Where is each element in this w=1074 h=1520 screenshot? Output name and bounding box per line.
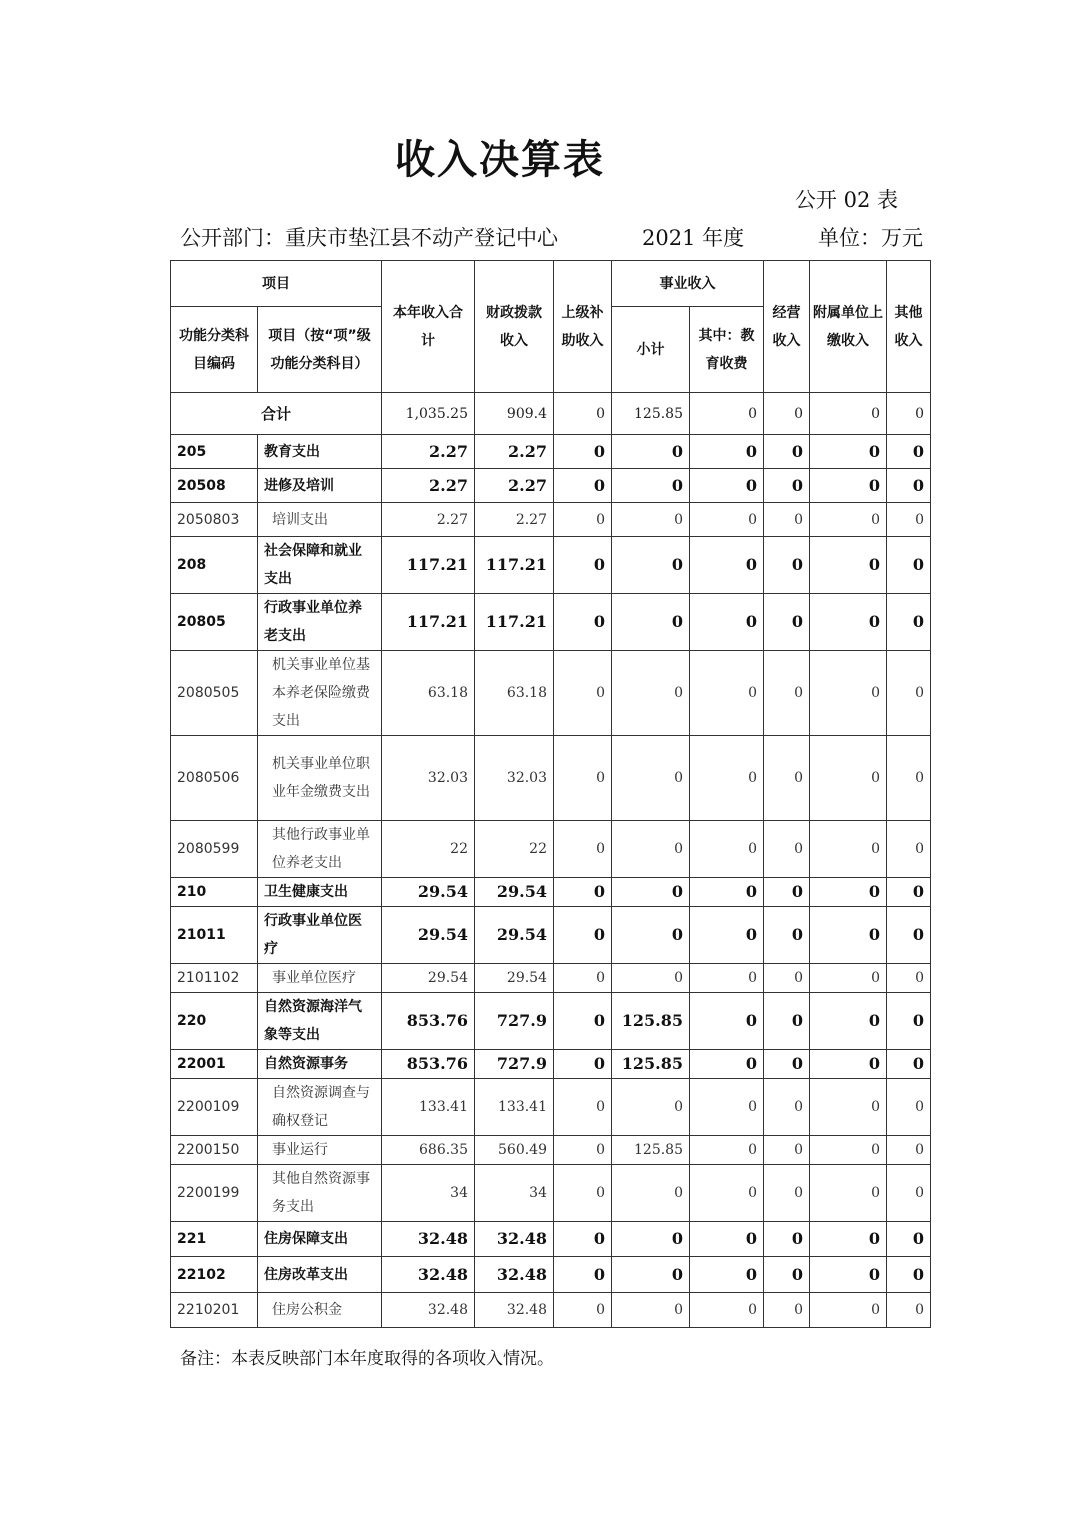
- row-value: 0: [887, 907, 931, 964]
- row-value: 0: [810, 1257, 887, 1293]
- page-title: 收入决算表: [395, 136, 605, 183]
- total-label: 合计: [171, 393, 382, 435]
- header-operation: 经营收入: [764, 261, 810, 393]
- row-value: 0: [810, 878, 887, 907]
- row-code: 21011: [171, 907, 258, 964]
- row-value: 117.21: [475, 537, 554, 594]
- row-name: 培训支出: [258, 503, 382, 537]
- row-value: 0: [810, 1222, 887, 1257]
- fiscal-year: 2021 年度: [642, 226, 745, 250]
- row-code: 2050803: [171, 503, 258, 537]
- row-value: 0: [810, 651, 887, 736]
- table-row: [171, 1136, 931, 1165]
- table-row: [171, 1050, 931, 1079]
- row-value: 0: [810, 1165, 887, 1222]
- row-value: 0: [690, 503, 764, 537]
- row-value: 0: [764, 1165, 810, 1222]
- row-name: 自然资源事务: [258, 1050, 382, 1079]
- row-value: 29.54: [382, 964, 475, 993]
- total-cell: 0: [810, 393, 887, 435]
- row-value: 2.27: [475, 503, 554, 537]
- row-value: 727.9: [475, 1050, 554, 1079]
- row-value: 0: [690, 651, 764, 736]
- header-affiliated: 附属单位上缴收入: [810, 261, 887, 393]
- row-value: 0: [887, 1136, 931, 1165]
- row-name: 卫生健康支出: [258, 878, 382, 907]
- row-value: 0: [690, 1165, 764, 1222]
- table-row: [171, 964, 931, 993]
- row-value: 0: [887, 964, 931, 993]
- row-value: 29.54: [475, 878, 554, 907]
- header-total: 本年收入合计: [382, 261, 475, 393]
- row-value: 117.21: [475, 594, 554, 651]
- row-value: 0: [690, 1079, 764, 1136]
- row-name: 自然资源海洋气象等支出: [258, 993, 382, 1050]
- row-code: 208: [171, 537, 258, 594]
- table-row: [171, 821, 931, 878]
- total-cell: 0: [887, 393, 931, 435]
- row-code: 2080505: [171, 651, 258, 736]
- row-value: 0: [764, 1293, 810, 1328]
- row-value: 2.27: [382, 469, 475, 503]
- row-value: 0: [764, 1136, 810, 1165]
- row-value: 686.35: [382, 1136, 475, 1165]
- row-value: 0: [810, 1293, 887, 1328]
- table-row: [171, 1222, 931, 1257]
- row-value: 0: [887, 503, 931, 537]
- row-value: 0: [764, 594, 810, 651]
- row-name: 住房公积金: [258, 1293, 382, 1328]
- row-value: 32.48: [382, 1257, 475, 1293]
- row-value: 63.18: [475, 651, 554, 736]
- row-value: 0: [612, 469, 690, 503]
- row-value: 34: [382, 1165, 475, 1222]
- row-value: 0: [554, 907, 612, 964]
- row-value: 0: [690, 435, 764, 469]
- row-value: 0: [887, 1079, 931, 1136]
- total-cell: 1,035.25: [382, 393, 475, 435]
- row-value: 0: [690, 1257, 764, 1293]
- total-cell: 125.85: [612, 393, 690, 435]
- row-value: 32.48: [475, 1257, 554, 1293]
- table-row: [171, 1293, 931, 1328]
- row-value: 0: [554, 1293, 612, 1328]
- row-value: 853.76: [382, 1050, 475, 1079]
- row-value: 0: [764, 964, 810, 993]
- row-value: 0: [612, 1257, 690, 1293]
- row-value: 0: [810, 1136, 887, 1165]
- row-value: 0: [764, 821, 810, 878]
- row-code: 2080599: [171, 821, 258, 878]
- department-label: 公开部门：重庆市垫江县不动产登记中心: [180, 226, 558, 250]
- table-row: [171, 878, 931, 907]
- header-business-edu: 其中：教育收费: [690, 307, 764, 393]
- row-code: 2200109: [171, 1079, 258, 1136]
- row-value: 29.54: [382, 907, 475, 964]
- row-value: 32.48: [382, 1222, 475, 1257]
- total-cell: 0: [764, 393, 810, 435]
- row-name: 社会保障和就业支出: [258, 537, 382, 594]
- row-value: 0: [612, 821, 690, 878]
- row-value: 0: [810, 736, 887, 821]
- row-value: 0: [554, 993, 612, 1050]
- row-value: 125.85: [612, 1050, 690, 1079]
- row-value: 0: [764, 1257, 810, 1293]
- row-value: 0: [554, 1222, 612, 1257]
- row-code: 210: [171, 878, 258, 907]
- row-code: 221: [171, 1222, 258, 1257]
- row-value: 0: [690, 907, 764, 964]
- row-value: 0: [612, 503, 690, 537]
- row-value: 0: [554, 1050, 612, 1079]
- row-value: 0: [554, 594, 612, 651]
- row-value: 0: [764, 469, 810, 503]
- row-value: 0: [690, 993, 764, 1050]
- row-value: 117.21: [382, 594, 475, 651]
- row-value: 29.54: [475, 964, 554, 993]
- row-value: 0: [764, 993, 810, 1050]
- row-value: 133.41: [475, 1079, 554, 1136]
- table-row: [171, 651, 931, 736]
- row-value: 63.18: [382, 651, 475, 736]
- row-value: 727.9: [475, 993, 554, 1050]
- row-name: 行政事业单位养老支出: [258, 594, 382, 651]
- header-business-sub: 小计: [612, 307, 690, 393]
- row-value: 125.85: [612, 993, 690, 1050]
- row-value: 0: [810, 503, 887, 537]
- header-business: 事业收入: [612, 261, 764, 307]
- row-value: 0: [887, 878, 931, 907]
- row-value: 0: [612, 736, 690, 821]
- row-name: 住房保障支出: [258, 1222, 382, 1257]
- row-value: 0: [554, 736, 612, 821]
- table-row: [171, 736, 931, 821]
- row-value: 0: [554, 1165, 612, 1222]
- row-value: 0: [690, 821, 764, 878]
- row-value: 2.27: [475, 435, 554, 469]
- row-value: 0: [887, 1050, 931, 1079]
- row-value: 125.85: [612, 1136, 690, 1165]
- row-value: 0: [554, 1257, 612, 1293]
- row-value: 0: [554, 651, 612, 736]
- row-value: 29.54: [475, 907, 554, 964]
- total-cell: 0: [690, 393, 764, 435]
- table-row: [171, 594, 931, 651]
- row-value: 32.48: [475, 1293, 554, 1328]
- row-value: 0: [887, 469, 931, 503]
- table-row: [171, 537, 931, 594]
- row-value: 0: [764, 736, 810, 821]
- row-name: 机关事业单位职业年金缴费支出: [258, 736, 382, 821]
- row-value: 0: [612, 537, 690, 594]
- row-value: 853.76: [382, 993, 475, 1050]
- row-value: 0: [887, 435, 931, 469]
- row-value: 0: [612, 964, 690, 993]
- row-code: 20805: [171, 594, 258, 651]
- row-value: 0: [612, 651, 690, 736]
- row-value: 0: [810, 821, 887, 878]
- row-value: 0: [612, 1222, 690, 1257]
- row-code: 2200199: [171, 1165, 258, 1222]
- row-name: 教育支出: [258, 435, 382, 469]
- form-number: 公开 02 表: [794, 188, 898, 212]
- row-code: 2200150: [171, 1136, 258, 1165]
- row-name: 机关事业单位基本养老保险缴费支出: [258, 651, 382, 736]
- row-value: 0: [764, 651, 810, 736]
- row-value: 0: [554, 964, 612, 993]
- row-value: 0: [887, 1222, 931, 1257]
- row-value: 0: [764, 537, 810, 594]
- row-value: 0: [690, 878, 764, 907]
- row-value: 0: [887, 821, 931, 878]
- row-value: 22: [475, 821, 554, 878]
- row-value: 2.27: [382, 503, 475, 537]
- row-value: 34: [475, 1165, 554, 1222]
- row-name: 行政事业单位医疗: [258, 907, 382, 964]
- row-value: 0: [764, 503, 810, 537]
- row-value: 2.27: [382, 435, 475, 469]
- row-value: 0: [764, 435, 810, 469]
- row-value: 0: [690, 1136, 764, 1165]
- row-value: 0: [612, 435, 690, 469]
- row-code: 2101102: [171, 964, 258, 993]
- row-value: 560.49: [475, 1136, 554, 1165]
- row-value: 0: [554, 435, 612, 469]
- row-value: 0: [554, 503, 612, 537]
- row-value: 0: [887, 1257, 931, 1293]
- row-value: 32.03: [475, 736, 554, 821]
- row-value: 117.21: [382, 537, 475, 594]
- total-cell: 909.4: [475, 393, 554, 435]
- row-value: 0: [887, 651, 931, 736]
- row-code: 22001: [171, 1050, 258, 1079]
- row-value: 0: [810, 907, 887, 964]
- footnote: 备注：本表反映部门本年度取得的各项收入情况。: [180, 1349, 554, 1369]
- row-code: 220: [171, 993, 258, 1050]
- row-value: 0: [612, 1293, 690, 1328]
- row-name: 事业运行: [258, 1136, 382, 1165]
- row-code: 22102: [171, 1257, 258, 1293]
- row-value: 0: [612, 907, 690, 964]
- row-value: 0: [690, 1050, 764, 1079]
- table-row: [171, 993, 931, 1050]
- row-value: 0: [810, 1050, 887, 1079]
- row-name: 其他行政事业单位养老支出: [258, 821, 382, 878]
- row-value: 0: [612, 878, 690, 907]
- row-value: 0: [612, 1165, 690, 1222]
- row-value: 0: [554, 821, 612, 878]
- row-value: 0: [690, 736, 764, 821]
- income-table: [170, 260, 931, 1328]
- row-value: 29.54: [382, 878, 475, 907]
- row-value: 2.27: [475, 469, 554, 503]
- row-code: 20508: [171, 469, 258, 503]
- row-value: 0: [887, 993, 931, 1050]
- row-code: 2080506: [171, 736, 258, 821]
- row-value: 0: [810, 993, 887, 1050]
- row-name: 其他自然资源事务支出: [258, 1165, 382, 1222]
- row-value: 0: [764, 1222, 810, 1257]
- row-name: 事业单位医疗: [258, 964, 382, 993]
- row-name: 进修及培训: [258, 469, 382, 503]
- row-value: 0: [690, 537, 764, 594]
- row-value: 0: [810, 537, 887, 594]
- unit-label: 单位：万元: [818, 226, 923, 250]
- row-name: 自然资源调查与确权登记: [258, 1079, 382, 1136]
- row-value: 0: [690, 1293, 764, 1328]
- table-row: [171, 503, 931, 537]
- row-value: 0: [764, 1050, 810, 1079]
- row-name: 住房改革支出: [258, 1257, 382, 1293]
- row-value: 0: [810, 964, 887, 993]
- row-value: 0: [690, 594, 764, 651]
- table-row: [171, 1257, 931, 1293]
- row-value: 0: [810, 1079, 887, 1136]
- total-cell: 0: [554, 393, 612, 435]
- header-code: 功能分类科目编码: [171, 307, 258, 393]
- row-value: 0: [554, 1136, 612, 1165]
- row-value: 0: [810, 435, 887, 469]
- table-row: [171, 435, 931, 469]
- header-project: 项目: [171, 261, 382, 307]
- table-row: [171, 907, 931, 964]
- row-code: 2210201: [171, 1293, 258, 1328]
- row-value: 0: [887, 1165, 931, 1222]
- row-value: 32.03: [382, 736, 475, 821]
- table-row: [171, 1079, 931, 1136]
- row-value: 0: [690, 469, 764, 503]
- row-value: 133.41: [382, 1079, 475, 1136]
- row-value: 0: [612, 594, 690, 651]
- header-superior: 上级补助收入: [554, 261, 612, 393]
- row-value: 0: [554, 537, 612, 594]
- header-name: 项目（按“项”级功能分类科目）: [258, 307, 382, 393]
- row-value: 0: [554, 1079, 612, 1136]
- row-value: 0: [887, 594, 931, 651]
- row-value: 0: [764, 1079, 810, 1136]
- total-row: [171, 393, 931, 435]
- row-value: 0: [810, 469, 887, 503]
- row-value: 22: [382, 821, 475, 878]
- row-value: 0: [887, 736, 931, 821]
- row-value: 0: [764, 907, 810, 964]
- row-value: 32.48: [475, 1222, 554, 1257]
- row-value: 0: [887, 1293, 931, 1328]
- row-value: 0: [887, 537, 931, 594]
- row-value: 32.48: [382, 1293, 475, 1328]
- row-value: 0: [690, 964, 764, 993]
- table-row: [171, 1165, 931, 1222]
- row-value: 0: [690, 1222, 764, 1257]
- row-value: 0: [554, 878, 612, 907]
- row-value: 0: [810, 594, 887, 651]
- header-other: 其他收入: [887, 261, 931, 393]
- table-row: [171, 469, 931, 503]
- row-value: 0: [554, 469, 612, 503]
- row-code: 205: [171, 435, 258, 469]
- row-value: 0: [612, 1079, 690, 1136]
- header-fiscal: 财政拨款收入: [475, 261, 554, 393]
- row-value: 0: [764, 878, 810, 907]
